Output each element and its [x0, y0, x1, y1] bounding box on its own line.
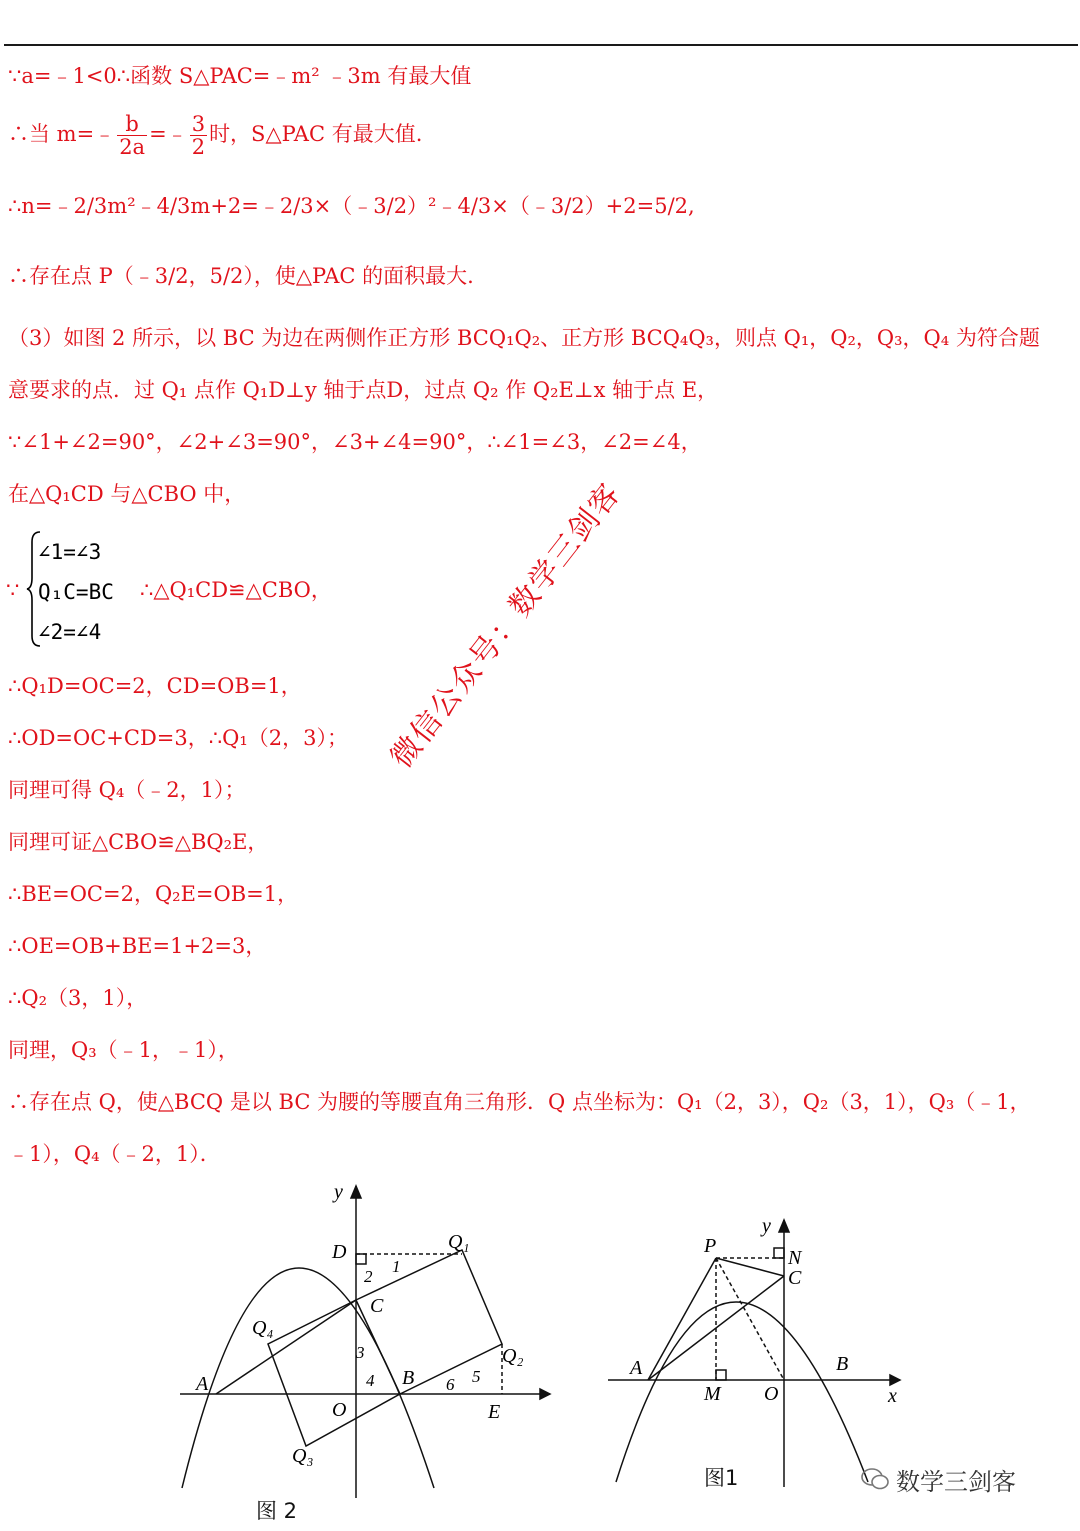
text-line-8: 在△Q₁CD 与△CBO 中，	[8, 482, 246, 506]
figure-1	[600, 1212, 910, 1492]
fig1-right-angle-M	[716, 1370, 726, 1380]
system-row-2: Q₁C=BC	[38, 580, 114, 604]
fig1-x-arrow	[890, 1375, 900, 1385]
fig2-label-D: D	[332, 1241, 347, 1263]
fig1-line-AP	[648, 1258, 716, 1380]
fig2-x-arrow	[540, 1389, 550, 1399]
fig2-label-O: O	[332, 1399, 347, 1421]
system-row-1: ∠1=∠3	[38, 540, 102, 564]
fig2-label-Q3: Q₃	[292, 1445, 314, 1467]
fig2-line-AC	[216, 1300, 356, 1394]
because-sign: ∵	[6, 578, 20, 602]
fig2-label-Q2: Q₂	[502, 1345, 524, 1367]
fig2-label-C: C	[370, 1295, 384, 1317]
equation-system	[38, 532, 114, 652]
fraction-b-2a: $\frac{b}{2a}$	[119, 112, 146, 159]
fig1-label-x: x	[888, 1385, 897, 1407]
line2-prefix: ∴当 m=﹣	[8, 122, 116, 146]
top-rule	[4, 44, 1078, 46]
text-line-4: ∴存在点 P（﹣3/2，5/2），使△PAC 的面积最大.	[8, 264, 474, 288]
fig1-parabola	[616, 1302, 868, 1482]
fig2-label-4: 4	[366, 1371, 375, 1390]
fig1-line-PC	[716, 1258, 784, 1276]
fraction-3-2: $\frac{3}{2}$	[191, 112, 206, 159]
figure-2	[170, 1178, 570, 1508]
fig2-y-arrow	[351, 1186, 361, 1198]
text-line-17: ∴存在点 Q，使△BCQ 是以 BC 为腰的等腰直角三角形．Q 点坐标为：Q₁（2，3），Q₂（3，1），Q₃（﹣1，	[8, 1090, 1031, 1114]
wechat-icon	[860, 1466, 890, 1492]
text-line-11: 同理可得 Q₄（﹣2，1）；	[8, 778, 246, 802]
text-line-6: 意要求的点．过 Q₁ 点作 Q₁D⊥y 轴于点D，过点 Q₂ 作 Q₂E⊥x 轴于点 E，	[8, 378, 719, 402]
text-line-12: 同理可证△CBO≌△BQ₂E，	[8, 830, 269, 854]
fig2-label-E: E	[488, 1401, 501, 1423]
text-line-15: ∴Q₂（3，1），	[8, 986, 148, 1010]
fig1-label-B: B	[836, 1353, 849, 1375]
text-line-1: ∵a=﹣1<0∴函数 S△PAC=﹣m² ﹣3m 有最大值	[8, 64, 472, 88]
fig1-label-N: N	[788, 1247, 802, 1269]
fig1-right-angle-N	[774, 1248, 784, 1258]
fig2-label-3: 3	[356, 1343, 365, 1362]
text-line-18: ﹣1），Q₄（﹣2，1）．	[8, 1142, 221, 1166]
line2-suffix: 时，S△PAC 有最大值.	[209, 122, 423, 146]
fig2-label-Q4: Q₄	[252, 1317, 274, 1339]
fig2-label-B: B	[402, 1367, 415, 1389]
fig2-label-2: 2	[364, 1267, 373, 1286]
fig2-label-1: 1	[392, 1257, 401, 1276]
brand-name: 数学三剑客	[896, 1468, 1016, 1496]
line2-mid: =﹣	[149, 122, 188, 146]
system-conclusion: ∴△Q₁CD≌△CBO，	[140, 578, 332, 602]
fig1-line-PO	[716, 1258, 784, 1380]
system-row-3: ∠2=∠4	[38, 620, 102, 644]
text-line-5: （3）如图 2 所示，以 BC 为边在两侧作正方形 BCQ₁Q₂、正方形 BCQ₄Q₃，则点 Q₁，Q₂，Q₃，Q₄ 为符合题	[8, 326, 1040, 350]
fig2-square-BCQ4Q3	[268, 1300, 400, 1446]
text-line-2	[8, 112, 422, 158]
fig2-label-Q1: Q₁	[448, 1231, 470, 1253]
fig2-caption: 图 2	[256, 1499, 298, 1523]
fig2-label-5: 5	[472, 1367, 481, 1386]
fig1-label-y: y	[762, 1215, 771, 1237]
fig1-label-C: C	[788, 1267, 802, 1289]
fig2-right-angle-D	[356, 1254, 366, 1264]
fig2-label-A: A	[196, 1373, 209, 1395]
text-line-13: ∴BE=OC=2，Q₂E=OB=1，	[8, 882, 299, 906]
text-line-10: ∴OD=OC+CD=3，∴Q₁（2，3）；	[8, 726, 348, 750]
fig1-y-arrow	[779, 1220, 789, 1232]
fig2-label-6: 6	[446, 1375, 455, 1394]
fig1-caption: 图1	[704, 1466, 739, 1490]
text-line-14: ∴OE=OB+BE=1+2=3，	[8, 934, 267, 958]
text-line-3: ∴n=﹣2/3m²﹣4/3m+2=﹣2/3×（﹣3/2）²﹣4/3×（﹣3/2）+2=5/2,	[8, 194, 695, 218]
watermark: 微信公众号：数学三剑客	[383, 476, 629, 775]
fig2-label-y: y	[334, 1181, 343, 1203]
fig1-label-M: M	[704, 1383, 721, 1405]
fig1-label-P: P	[704, 1235, 717, 1257]
text-line-9: ∴Q₁D=OC=2，CD=OB=1，	[8, 674, 302, 698]
text-line-7: ∵∠1+∠2=90°，∠2+∠3=90°，∠3+∠4=90°，∴∠1=∠3，∠2=∠4，	[8, 430, 702, 454]
text-line-16: 同理，Q₃（﹣1，﹣1），	[8, 1038, 239, 1062]
fig1-label-A: A	[630, 1357, 643, 1379]
fig1-label-O: O	[764, 1383, 779, 1405]
